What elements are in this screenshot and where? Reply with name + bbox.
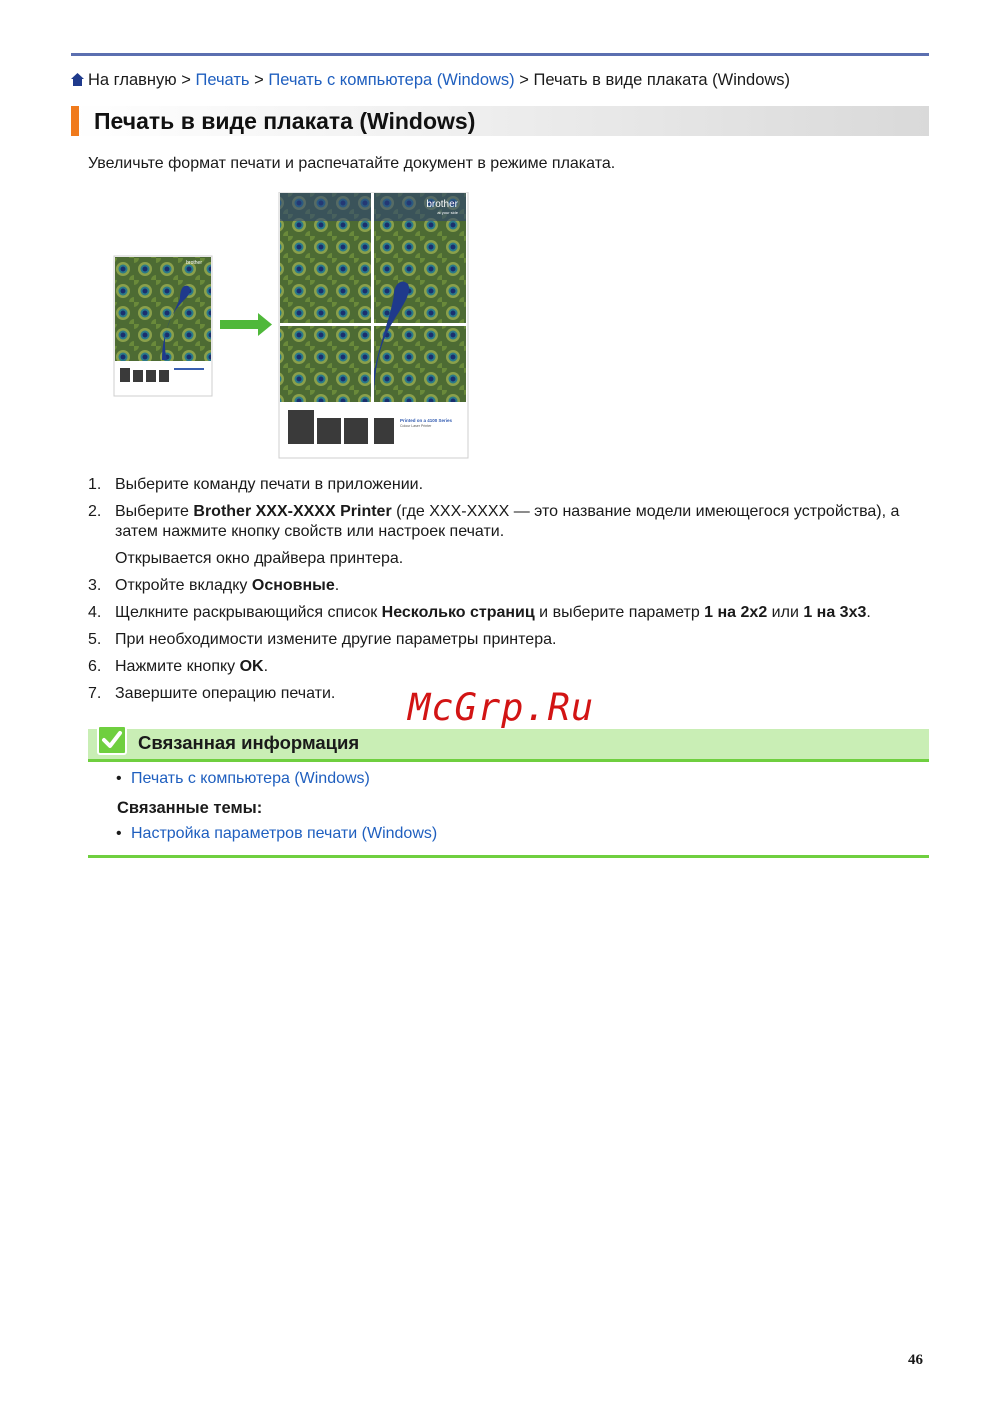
step-number: 2. <box>88 503 102 520</box>
bullet: • <box>116 770 122 787</box>
home-icon[interactable] <box>71 73 84 86</box>
breadcrumb <box>71 71 790 90</box>
related-link-print-settings[interactable]: Настройка параметров печати (Windows) <box>131 825 438 842</box>
dropdown-name: Несколько страниц <box>381 604 535 621</box>
source-brand-label: brother <box>186 260 202 266</box>
step-item <box>88 630 938 650</box>
step-number: 3. <box>88 577 102 594</box>
step-text: и выберите параметр <box>534 604 705 621</box>
page-number: 46 <box>908 1352 923 1368</box>
related-info-bar <box>88 729 929 762</box>
poster-page <box>279 192 468 458</box>
checkmark-icon <box>97 725 127 755</box>
steps-list <box>88 475 938 711</box>
breadcrumb-link-print[interactable]: Печать <box>195 71 250 89</box>
step-text: При необходимости измените другие параметры принтера. <box>115 631 557 648</box>
step-text: Нажмите кнопку <box>115 658 240 675</box>
related-link-item <box>116 825 437 843</box>
poster-brand-logo: brother <box>426 199 458 210</box>
option-name: 1 на 2x2 <box>704 604 768 621</box>
step-text: Откройте вкладку <box>115 577 252 594</box>
printer-name: Brother XXX-XXXX Printer <box>193 503 392 520</box>
source-page <box>114 256 212 396</box>
option-name: 1 на 3x3 <box>803 604 867 621</box>
arrow-icon <box>220 313 272 336</box>
breadcrumb-link-print-from-computer[interactable]: Печать с компьютера (Windows) <box>268 71 515 89</box>
breadcrumb-home[interactable]: На главную <box>88 71 177 89</box>
step-text: или <box>767 604 804 621</box>
step-text: . <box>866 604 871 621</box>
step-number: 4. <box>88 604 102 621</box>
poster-caption-sub: Colour Laser Printer <box>400 424 432 428</box>
step-text: Выберите команду печати в приложении. <box>115 476 424 493</box>
breadcrumb-separator: > <box>249 71 269 89</box>
intro-text: Увеличьте формат печати и распечатайте документ в режиме плаката. <box>88 155 616 172</box>
bullet: • <box>116 825 122 842</box>
related-link-item <box>116 770 370 788</box>
step-text: Завершите операцию печати. <box>115 685 336 702</box>
breadcrumb-current: Печать в виде плаката (Windows) <box>533 71 791 89</box>
step-note: Открывается окно драйвера принтера. <box>115 550 404 567</box>
step-item <box>88 657 938 677</box>
related-link-print-from-computer[interactable]: Печать с компьютера (Windows) <box>131 770 370 787</box>
watermark: McGrp.Ru <box>408 686 595 729</box>
button-name: OK <box>239 658 264 675</box>
poster-caption: Printed on a 4100 Series <box>400 418 453 423</box>
page-title: Печать в виде плаката (Windows) <box>94 108 476 134</box>
step-number: 6. <box>88 658 102 675</box>
poster-illustration <box>112 192 470 460</box>
step-text: . <box>334 577 340 594</box>
title-accent <box>71 106 79 136</box>
step-text: Выберите <box>115 503 194 520</box>
step-text: (где XXX-XXXX — это название модели имеющегося устройства), а затем нажмите кнопку свойств или настроек печати. <box>115 503 900 540</box>
step-item <box>88 603 938 623</box>
breadcrumb-separator: > <box>176 71 196 89</box>
top-rule <box>71 53 929 56</box>
step-item <box>88 576 938 596</box>
step-number: 5. <box>88 631 102 648</box>
step-item <box>88 502 938 569</box>
poster-brand-tagline: at your side <box>437 210 458 215</box>
step-item <box>88 475 938 495</box>
related-bottom-rule <box>88 855 929 858</box>
step-number: 1. <box>88 476 102 493</box>
step-text: Щелкните раскрывающийся список <box>115 604 382 621</box>
related-info-heading: Связанная информация <box>138 732 360 753</box>
related-topics-heading: Связанные темы: <box>117 799 263 817</box>
tab-name: Основные <box>251 577 335 594</box>
breadcrumb-separator: > <box>514 71 534 89</box>
step-text: . <box>263 658 269 675</box>
title-bar <box>71 106 929 136</box>
step-number: 7. <box>88 685 102 702</box>
